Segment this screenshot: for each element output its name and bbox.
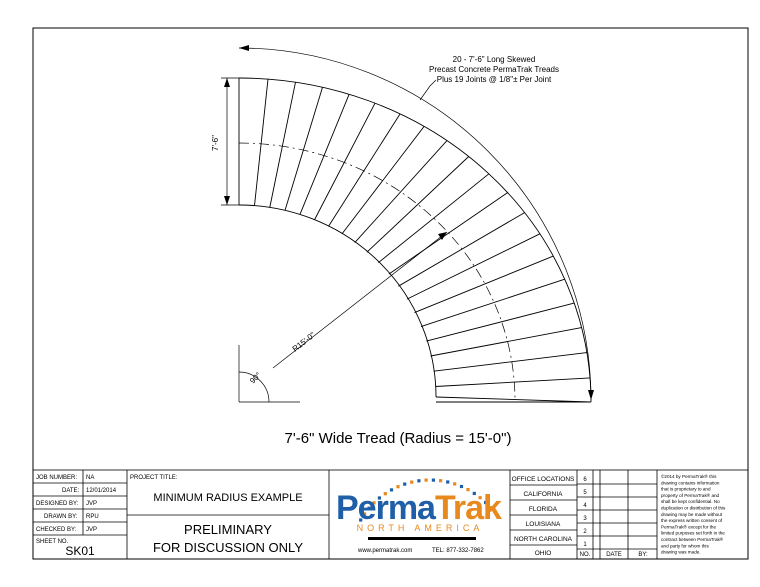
width-arrow-top: [224, 78, 230, 87]
copyright-line: drawing contains information: [661, 480, 720, 486]
logo-dot: [417, 479, 420, 482]
drawn-by-label: DRAWN BY:: [44, 514, 78, 520]
tread-end-edge: [436, 397, 591, 402]
inner-tread-arc: [239, 205, 436, 397]
logo-dot: [446, 480, 449, 483]
revision-col-no: NO.: [579, 552, 591, 558]
designed-by-label: DESIGNED BY:: [36, 501, 79, 507]
tread-joint: [407, 234, 540, 299]
logo-dot: [425, 479, 428, 482]
copyright-line: PermaTrak® except for the: [661, 524, 717, 530]
office-florida: FLORIDA: [528, 506, 558, 513]
revision-col-by: BY:: [638, 552, 648, 558]
revision-2: 2: [583, 529, 587, 535]
logo-underline: [368, 537, 476, 540]
date-value: 12/01/2014: [86, 488, 117, 494]
callout-leader: [420, 80, 436, 100]
tread-joint: [300, 94, 349, 214]
drawn-by-value: RPU: [86, 514, 99, 520]
project-title-label: PROJECT TITLE:: [130, 475, 178, 481]
copyright-line: and party for whom this: [661, 543, 709, 549]
tread-joint: [355, 141, 447, 243]
revision-3: 3: [583, 516, 587, 522]
copyright-line: contract between PermaTrak®: [661, 537, 724, 542]
tread-joint: [328, 114, 400, 227]
logo-dot: [439, 479, 442, 482]
revision-4: 4: [583, 503, 587, 509]
tread-joint: [378, 174, 489, 263]
office-ohio: OHIO: [534, 550, 552, 557]
office-california: CALIFORNIA: [523, 491, 563, 498]
status-line-1: PRELIMINARY: [184, 522, 272, 537]
office-north-carolina: NORTH CAROLINA: [513, 536, 573, 543]
checked-by-label: CHECKED BY:: [36, 527, 77, 533]
revision-6: 6: [583, 477, 587, 483]
revision-5: 5: [583, 490, 587, 496]
logo-dot: [460, 485, 463, 488]
office-louisiana: LOUISIANA: [525, 521, 561, 528]
sheet-no-label: SHEET NO.: [36, 539, 69, 545]
tread-joint: [434, 353, 587, 372]
callout-line-2: Precast Concrete PermaTrak Treads: [429, 65, 559, 74]
website: www.permatrak.com: [358, 548, 413, 554]
callout-line-1: 20 - 7'-6" Long Skewed: [452, 55, 536, 64]
phone: TEL: 877-332-7862: [432, 548, 484, 554]
radius-dimension-label: R15'-0": [290, 330, 317, 354]
job-number-label: JOB NUMBER:: [36, 475, 78, 481]
dimension-arrow-top: [239, 45, 249, 51]
tread-joint: [431, 328, 582, 356]
callout-line-3: Plus 19 Joints @ 1/8"± Per Joint: [436, 75, 552, 84]
copyright-notice: [661, 473, 726, 555]
copyright-line: duplication or distribution of this: [661, 505, 726, 511]
tread-joint: [426, 303, 574, 341]
tread-joint: [435, 378, 590, 387]
tread-joint: [367, 157, 469, 253]
logo-subtitle: NORTH AMERICA: [356, 523, 484, 533]
revision-1: 1: [583, 542, 587, 548]
copyright-line: ©2014 by PermaTrak® this: [661, 474, 717, 479]
logo-dot: [410, 481, 413, 484]
tread-joint: [421, 279, 565, 326]
checked-by-value: JVP: [86, 527, 98, 533]
permatrak-logo: [336, 479, 502, 541]
logo-dot: [403, 483, 406, 486]
job-number-value: NA: [86, 475, 95, 481]
logo-dot: [453, 482, 456, 485]
logo-dot: [396, 485, 399, 488]
tread-joint: [255, 79, 269, 206]
date-label: DATE:: [62, 488, 80, 494]
logo-dot: [432, 479, 435, 482]
copyright-line: the express written consent of: [661, 518, 723, 524]
office-locations-header: OFFICE LOCATIONS: [511, 476, 575, 483]
designed-by-value: JVP: [86, 501, 98, 507]
angle-dimension-label: 90°: [248, 370, 263, 386]
copyright-line: drawing may be made without: [661, 511, 723, 517]
copyright-line: property of PermaTrak® and: [661, 492, 720, 498]
project-title-value: MINIMUM RADIUS EXAMPLE: [153, 492, 303, 504]
sheet-no-value: SK01: [65, 544, 95, 558]
status-line-2: FOR DISCUSSION ONLY: [152, 540, 304, 555]
copyright-line: that is proprietary to and: [661, 486, 711, 492]
width-arrow-bottom: [224, 196, 230, 205]
radius-arrow: [438, 232, 447, 240]
copyright-line: shall be kept confidential. No: [661, 499, 720, 505]
drawing-title: 7'-6" Wide Tread (Radius = 15'-0"): [284, 430, 512, 447]
copyright-line: drawing was made.: [661, 549, 701, 555]
copyright-line: limited purposes set forth in the: [661, 530, 725, 536]
logo-word-perma: PermaTrak: [336, 489, 501, 527]
revision-col-date: DATE: [606, 552, 622, 558]
dimension-arrow-bottom: [588, 390, 594, 400]
width-dimension-label: 7'-6": [211, 135, 220, 151]
